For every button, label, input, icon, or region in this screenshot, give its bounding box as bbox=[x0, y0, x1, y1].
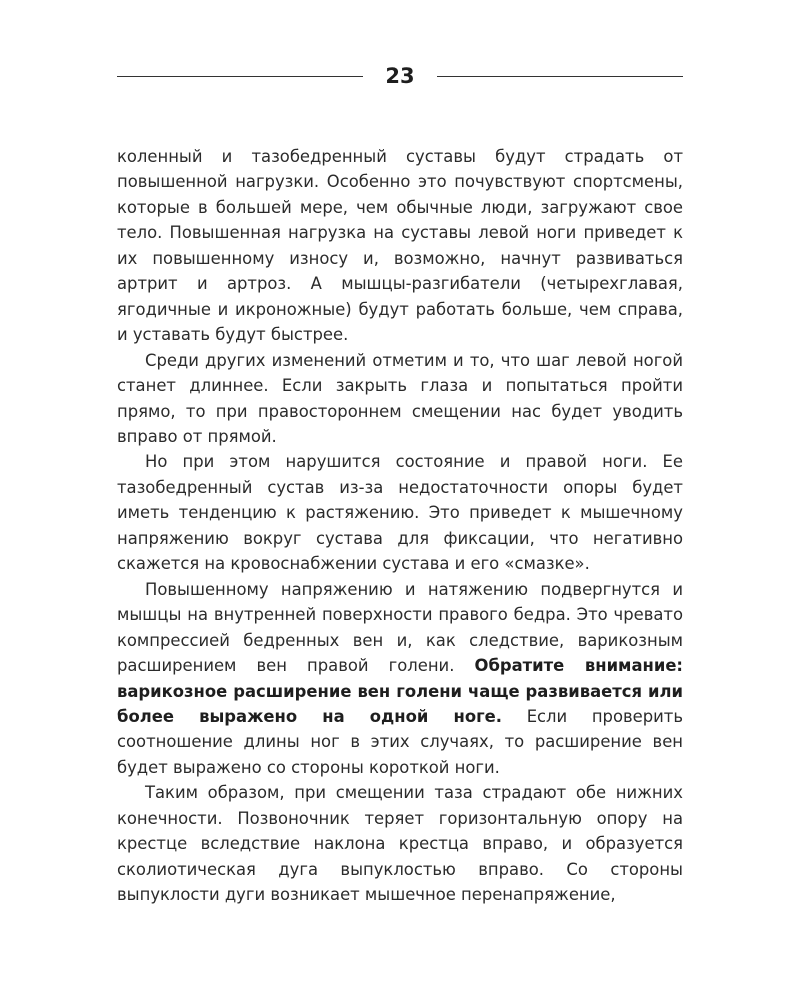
paragraph-1: коленный и тазобедренный суставы будут страдать от повышенной нагрузки. Особенно это почувствуют спортсмены, которые в большей мере, чем обычные люди, загружают свое тело. Повышенная нагрузка на суставы левой ноги приведет к их повышенному износу и, возможно, начнут развиваться артрит и артроз. А мышцы-разгибатели (четырехглавая, ягодичные и икроножные) будут работать больше, чем справа, и уставать будут быстрее. bbox=[117, 147, 683, 345]
header-rule-left bbox=[117, 76, 363, 77]
paragraph-5: Таким образом, при смещении таза страдают обе нижних конечности. Позвоночник теряет горизонтальную опору на крестце вследствие наклона крестца вправо, и образуется сколиотическая дуга выпуклостью вправо. Со стороны выпуклости дуги возникает мышечное перенапряжение, bbox=[117, 783, 683, 905]
paragraph-4-text-cont: Если проверить соотношение длины ног в этих случаях, то расширение вен будет выражено со стороны короткой ноги. bbox=[117, 706, 683, 777]
header-rule-right bbox=[437, 76, 683, 77]
page-header bbox=[117, 60, 683, 92]
page-number: 23 bbox=[385, 64, 415, 88]
paragraph-3: Но при этом нарушится состояние и правой ноги. Ее тазобедренный сустав из-за недостаточности опоры будет иметь тенденцию к растяжению. Это приведет к мышечному напряжению вокруг сустава для фиксации, что негативно скажется на кровоснабжении сустава и его «смазке». bbox=[117, 452, 683, 574]
paragraph-2: Среди других изменений отметим и то, что шаг левой ногой станет длиннее. Если закрыть глаза и попытаться пройти прямо, то при правостороннем смещении нас будет уводить вправо от прямой. bbox=[117, 350, 683, 446]
body-text bbox=[117, 144, 683, 908]
paragraph-4 bbox=[117, 577, 683, 781]
paragraph-4-emphasis: Обратите внимание: варикозное расширение вен голени чаще развивается или более выражено на одной ноге. bbox=[117, 656, 683, 726]
paragraph-4-text: Повышенному напряжению и натяжению подвергнутся и мышцы на внутренней поверхности правого бедра. Это чревато компрессией бедренных вен и, как следствие, варикозным расширением вен правой голени. bbox=[117, 579, 683, 676]
